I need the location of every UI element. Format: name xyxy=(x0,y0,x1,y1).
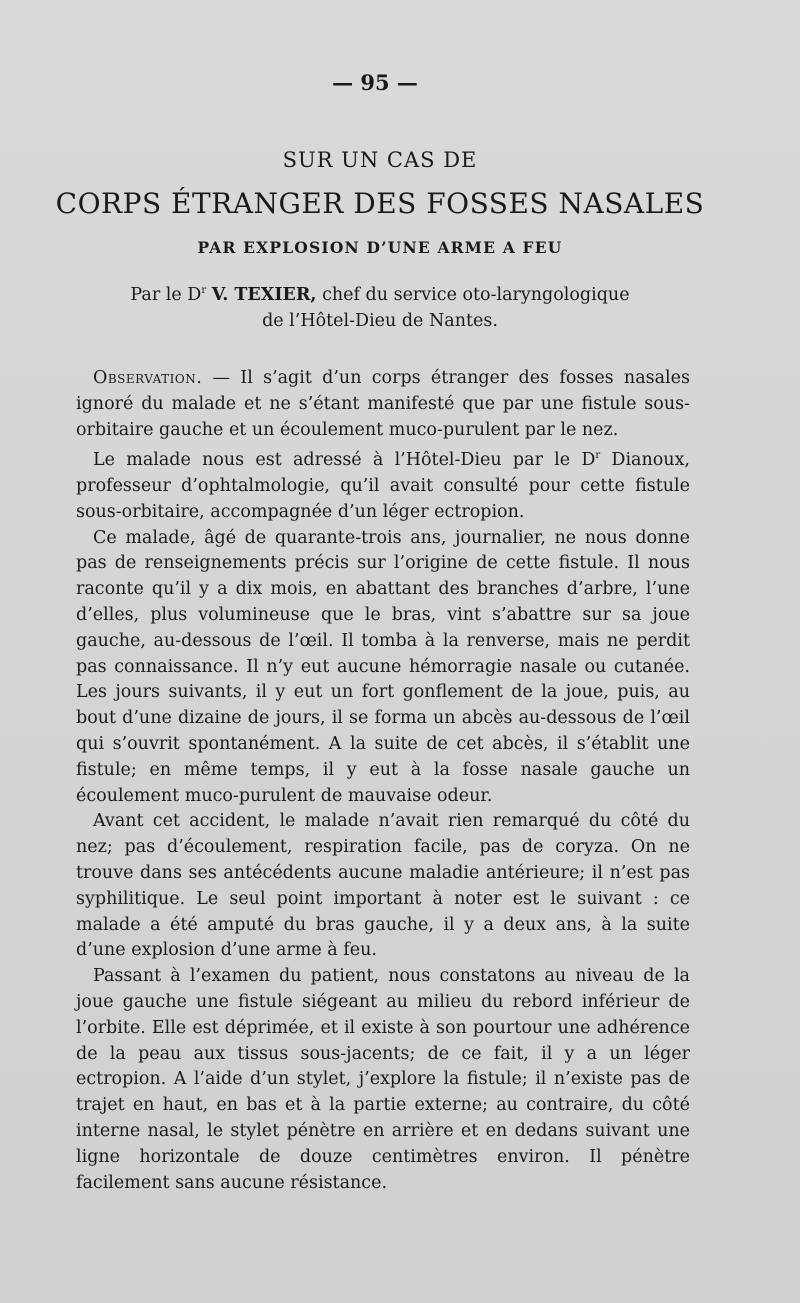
article-title: CORPS ÉTRANGER DES FOSSES NASALES xyxy=(55,187,705,220)
author-prefix: Par le D xyxy=(130,285,202,305)
article-body xyxy=(76,366,690,1196)
paragraph-history: Ce malade, âgé de quarante-trois ans, journalier, ne nous donne pas de renseignements précis sur l’origine de cette fistule. Il nous raconte qu’il y a dix mois, en abattant des branches d’arbre, l’une d’elles, plus volumineuse que le bras, vint s’abattre sur sa joue gauche, au-dessous de l’œil. Il tomba à la renverse, mais ne perdit pas connaissance. Il n’y eut aucune hémorragie nasale ou cutanée. Les jours suivants, il y eut un fort gonflement de la joue, puis, au bout d’une dizaine de jours, il se forma un abcès au-dessous de l’œil qui s’ouvrit spontanément. A la suite de cet abcès, il s’établit une fistule; en même temps, il y eut à la fosse nasale gauche un écoulement muco-purulent de mauvaise odeur. xyxy=(76,527,690,806)
article-subtitle: PAR EXPLOSION D’UNE ARME A FEU xyxy=(197,238,563,257)
author-line xyxy=(0,285,760,305)
referral-sup: r xyxy=(595,450,601,462)
paragraph-examination: Passant à l’examen du patient, nous constatons au niveau de la joue gauche une fistule siégeant au milieu du rebord inférieur de l’orbite. Elle est déprimée, et il existe à son pourtour une adhérence de la peau aux tissus sous-jacents; de ce fait, il y a un léger ectropion. A l’aide d’un stylet, j’explore la fistule; il n’existe pas de trajet en haut, en bas et à la partie externe; au contraire, du côté interne nasal, le stylet pénètre en arrière et en dedans suivant une ligne horizontale de douze centimètres environ. Il pénètre facilement sans aucune résistance. xyxy=(76,966,690,1193)
title-line1: SUR UN CAS DE xyxy=(282,148,478,172)
observation-text: — Il s’agit d’un corps étranger des fosses nasales ignoré du malade et ne s’étant manifesté que par une fistule sous-orbitaire gauche et un écoulement muco-purulent par le nez. xyxy=(76,368,690,440)
paragraph-antecedents: Avant cet accident, le malade n’avait rien remarqué du côté du nez; pas d’écoulement, respiration facile, pas de coryza. On ne trouve dans ses antécédents aucune maladie antérieure; il n’est pas syphilitique. Le seul point important à noter est le suivant : ce malade a été amputé du bras gauche, il y a deux ans, à la suite d’une explosion d’une arme à feu. xyxy=(76,811,690,961)
author-role: chef du service oto-laryngologique xyxy=(322,285,630,305)
author-name: V. TEXIER, xyxy=(211,285,317,305)
author-institution: de l’Hôtel-Dieu de Nantes. xyxy=(262,311,498,331)
paragraph-observation xyxy=(76,366,690,443)
paragraph-referral xyxy=(76,443,690,525)
referral-text-after: Dianoux, professeur d’ophtalmologie, qu’il avait consulté pour cette fistule sous-orbitaire, accompagnée d’un léger ectropion. xyxy=(76,450,690,522)
referral-text-before: Le malade nous est adressé à l’Hôtel-Dieu par le D xyxy=(93,450,596,471)
author-prefix-sup: r xyxy=(201,285,207,297)
page-number: — 95 — xyxy=(332,70,418,95)
observation-label: Observation. xyxy=(93,368,203,388)
